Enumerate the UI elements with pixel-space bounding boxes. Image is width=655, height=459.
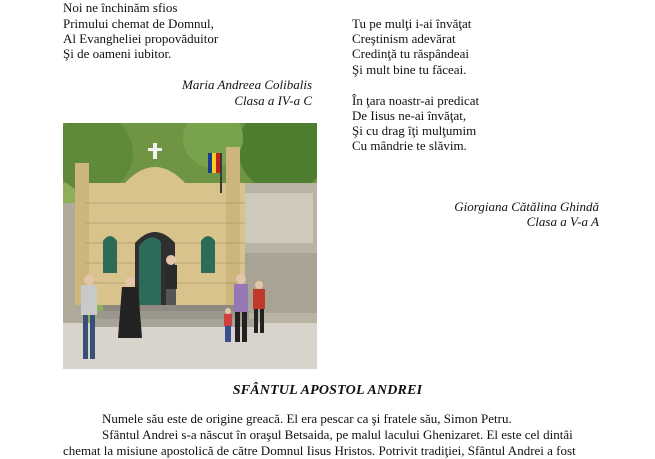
poem-left-line-4: Şi de oameni iubitor. — [63, 46, 172, 61]
chapel-photo — [63, 123, 317, 369]
poem-right-author: Giorgiana Cătălina Ghindă — [454, 199, 599, 214]
poem-left-line-1: Noi ne închinăm sfios — [63, 0, 178, 15]
poem-left-author: Maria Andreea Colibalis — [182, 77, 312, 92]
article-title: SFÂNTUL APOSTOL ANDREI — [232, 383, 423, 398]
poem-left-line-3: Al Evangheliei propovăduitor — [63, 31, 219, 46]
poem-left-line-2: Primului chemat de Domnul, — [63, 16, 214, 31]
poem-right-line-1: Tu pe mulţi i-ai învăţat — [352, 16, 472, 31]
article-paragraph-2: Sfântul Andrei s-a născut în oraşul Betsaida, pe malul lacului Ghenizaret. El este cel dintâi — [102, 427, 573, 442]
poem-right-line-6: De Iisus ne-ai învăţat, — [352, 108, 467, 123]
article-paragraph-3: chemat la misiune apostolică de către Domnul Iisus Hristos. Potrivit tradiţiei, Sfântul Andrei a fost — [63, 443, 576, 458]
poem-left-class: Clasa a IV-a C — [234, 93, 312, 108]
poem-right-line-7: Şi cu drag îţi mulţumim — [352, 123, 477, 138]
article-paragraph-1: Numele său este de origine greacă. El era pescar ca şi fratele său, Simon Petru. — [102, 411, 512, 426]
poem-right-line-2: Creştinism adevărat — [352, 31, 456, 46]
poem-right-line-3: Credinţă tu răspândeai — [352, 46, 469, 61]
poem-right-line-4: Şi mult bine tu făceai. — [352, 62, 467, 77]
poem-right-class: Clasa a V-a A — [526, 214, 599, 229]
poem-right-line-8: Cu mândrie te slăvim. — [352, 138, 467, 153]
poem-right-line-5: În ţara noastr-ai predicat — [352, 93, 480, 108]
